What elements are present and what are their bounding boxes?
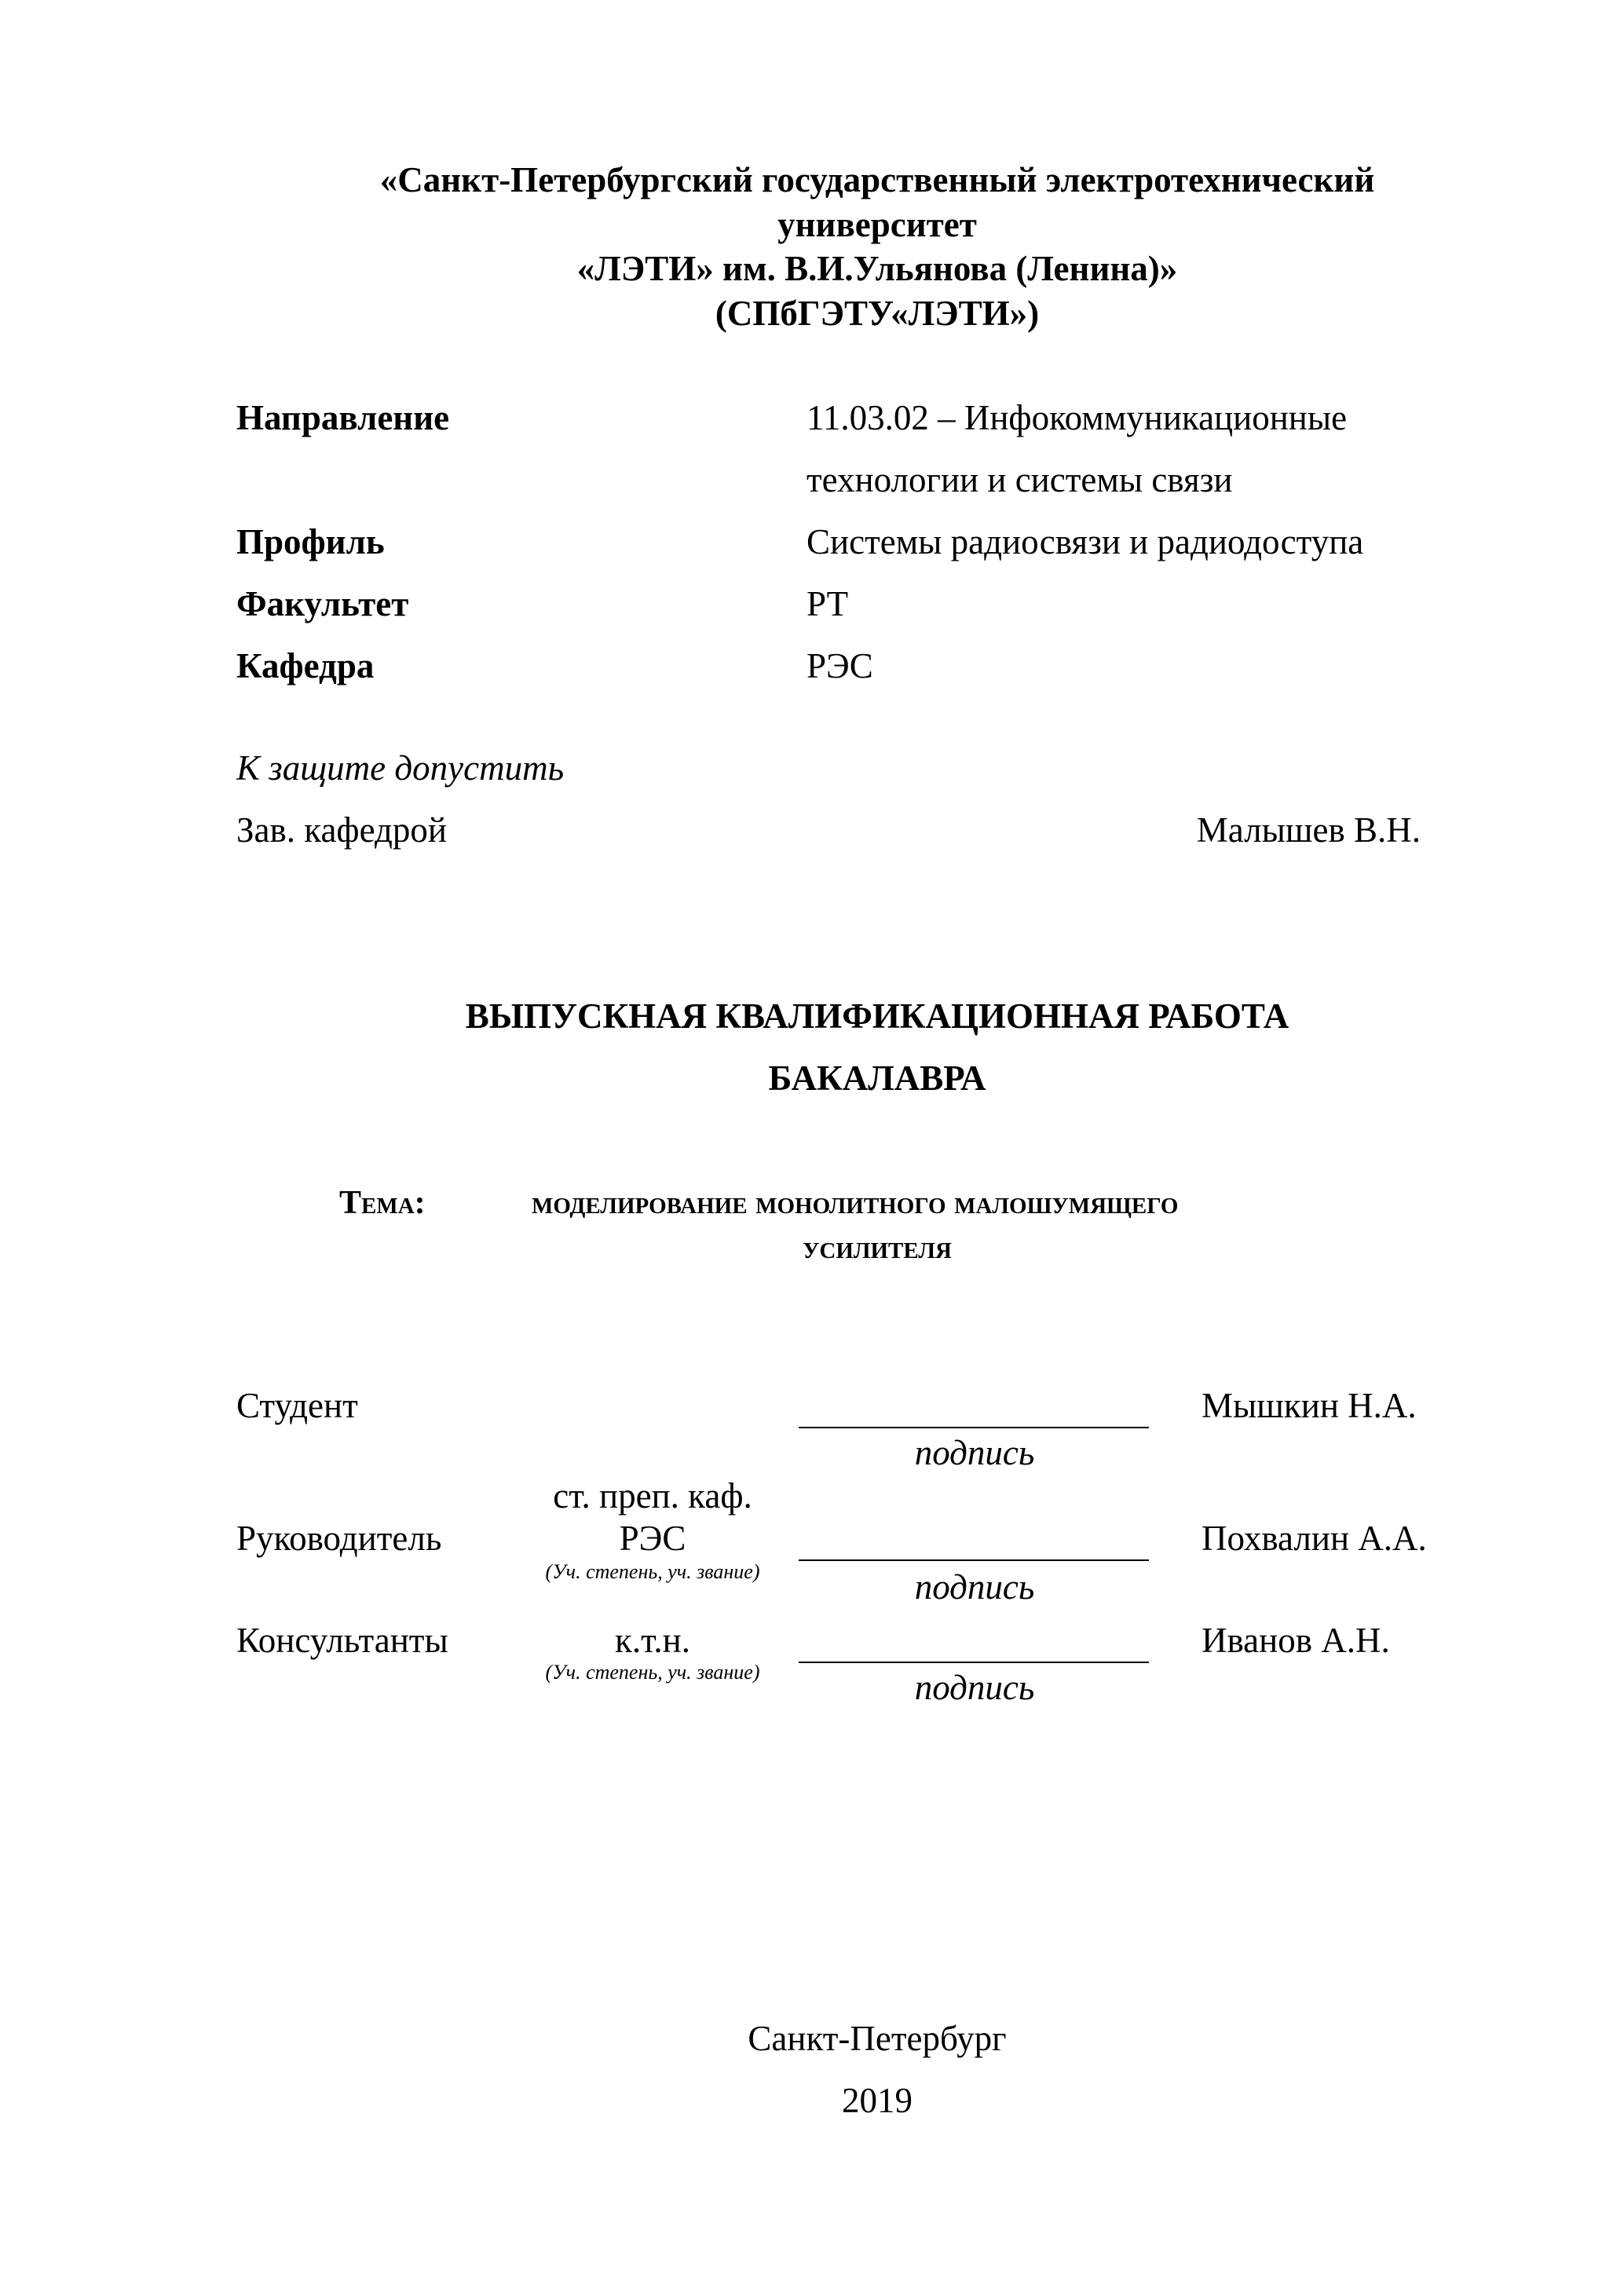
student-label: Студент — [236, 1386, 358, 1425]
supervisor-rank-2: РЭС — [619, 1519, 686, 1558]
title-line-2: БАКАЛАВРА — [768, 1058, 986, 1098]
student-signature-line — [799, 1427, 1149, 1428]
department-label: Кафедра — [236, 646, 375, 686]
title-line-1: ВЫПУСКНАЯ КВАЛИФИКАЦИОННАЯ РАБОТА — [465, 996, 1289, 1036]
supervisor-name: Похвалин А.А. — [1202, 1519, 1427, 1558]
consultant-name: Иванов А.Н. — [1202, 1621, 1390, 1660]
student-signature-hint: подпись — [914, 1433, 1035, 1472]
consultant-signature-hint: подпись — [914, 1668, 1035, 1707]
profile-label: Профиль — [236, 522, 385, 561]
head-label: Зав. кафедрой — [236, 810, 447, 850]
header-line-2: университет — [777, 205, 977, 244]
year: 2019 — [842, 2081, 913, 2120]
supervisor-label: Руководитель — [236, 1519, 442, 1558]
consultants-label: Консультанты — [236, 1621, 448, 1660]
supervisor-signature-hint: подпись — [914, 1567, 1035, 1607]
header-line-3: «ЛЭТИ» им. В.И.Ульянова (Ленина)» — [576, 249, 1178, 288]
topic-line-1: моделирование монолитного малошумящего — [532, 1185, 1179, 1221]
student-name: Мышкин Н.А. — [1202, 1386, 1417, 1425]
supervisor-rank-1: ст. преп. каф. — [553, 1476, 752, 1515]
profile-value: Системы радиосвязи и радиодоступа — [807, 522, 1364, 561]
faculty-value: РТ — [807, 584, 849, 623]
consultant-rank: к.т.н. — [615, 1621, 690, 1660]
department-value: РЭС — [807, 646, 873, 686]
direction-value: 11.03.02 – Инфокоммуникационные — [807, 398, 1348, 437]
supervisor-rank-hint: (Уч. степень, уч. звание) — [545, 1560, 760, 1583]
faculty-label: Факультет — [236, 584, 409, 623]
head-name: Малышев В.Н. — [1196, 810, 1421, 850]
direction-value-cont: технологии и системы связи — [807, 460, 1233, 499]
consultant-rank-hint: (Уч. степень, уч. звание) — [545, 1661, 760, 1684]
header-line-1: «Санкт-Петербургский государственный электротехнический — [379, 160, 1375, 199]
topic-line-2: усилителя — [803, 1230, 952, 1266]
topic-label: Тема: — [339, 1185, 426, 1221]
supervisor-signature-line — [799, 1559, 1149, 1561]
header-line-4: (СПбГЭТУ«ЛЭТИ») — [715, 294, 1040, 333]
admission-text: К защите допустить — [236, 748, 565, 788]
city: Санкт-Петербург — [748, 2019, 1007, 2058]
consultant-signature-line — [799, 1662, 1149, 1663]
direction-label: Направление — [236, 398, 450, 437]
